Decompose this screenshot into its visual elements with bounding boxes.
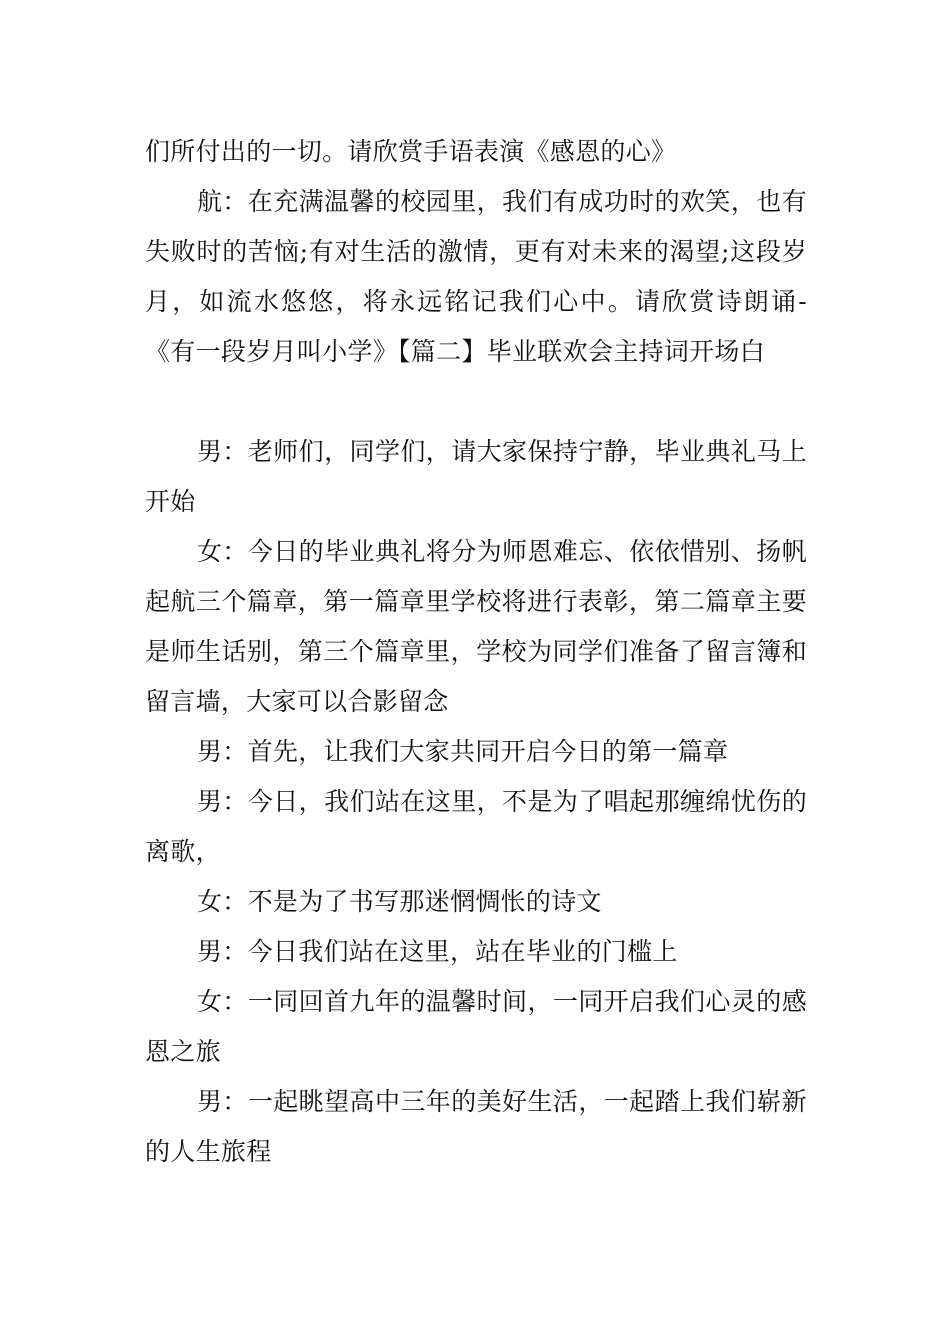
paragraph-2: 航：在充满温馨的校园里，我们有成功时的欢笑，也有失败时的苦恼;有对生活的激情，更有对未来的渴望;这段岁月，如流水悠悠，将永远铭记我们心中。请欣赏诗朗诵-《有一段岁月叫小学》【篇二】毕业联欢会主持词开场白 xyxy=(145,187,807,366)
paragraph-3: 男：老师们，同学们，请大家保持宁静，毕业典礼马上开始 xyxy=(145,437,807,516)
paragraph-10: 男：一起眺望高中三年的美好生活，一起踏上我们崭新的人生旅程 xyxy=(145,1087,807,1166)
document-body xyxy=(145,127,807,1177)
paragraph-4: 女：今日的毕业典礼将分为师恩难忘、依依惜别、扬帆起航三个篇章，第一篇章里学校将进行表彰，第二篇章主要是师生话别，第三个篇章里，学校为同学们准备了留言簿和留言墙，大家可以合影留念 xyxy=(145,537,807,716)
paragraph-1: 们所付出的一切。请欣赏手语表演《感恩的心》 xyxy=(145,137,677,166)
paragraph-8: 男：今日我们站在这里，站在毕业的门槛上 xyxy=(197,937,678,966)
paragraph-9: 女：一同回首九年的温馨时间，一同开启我们心灵的感恩之旅 xyxy=(145,987,807,1066)
paragraph-spacer xyxy=(145,377,807,427)
paragraph-6: 男：今日，我们站在这里，不是为了唱起那缠绵忧伤的离歌， xyxy=(145,787,807,866)
paragraph-7: 女：不是为了书写那迷惘惆怅的诗文 xyxy=(197,887,602,916)
paragraph-5: 男：首先，让我们大家共同开启今日的第一篇章 xyxy=(197,737,729,766)
